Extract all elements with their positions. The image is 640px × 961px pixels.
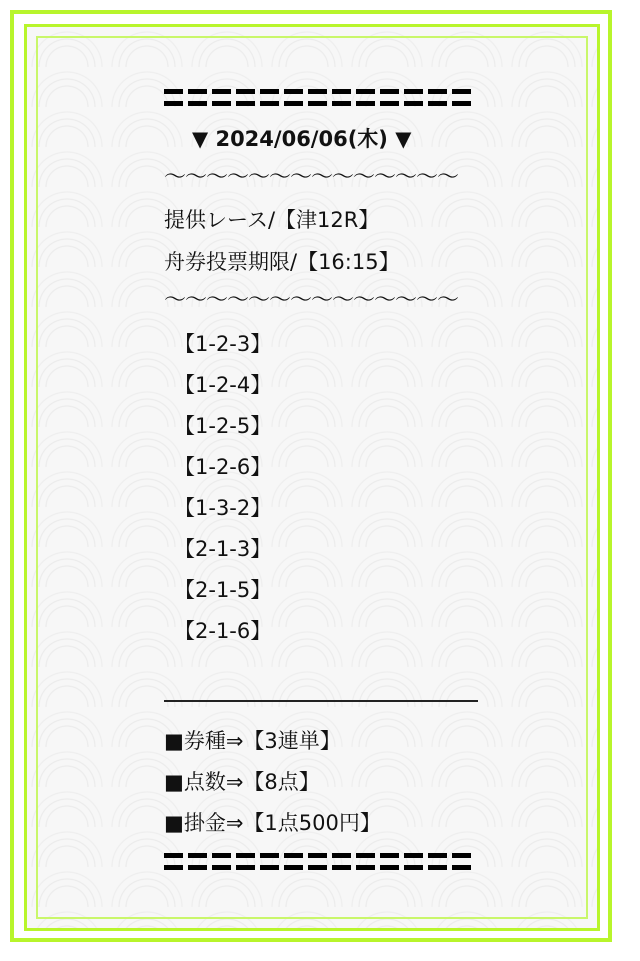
pick-item: 【1-2-6】 [174, 455, 272, 479]
wave-separator-1: 〜〜〜〜〜〜〜〜〜〜〜〜〜〜 [164, 165, 459, 190]
pick-item: 【1-2-4】 [174, 373, 272, 397]
pick-item: 【2-1-3】 [174, 537, 272, 561]
pick-item: 【1-2-5】 [174, 414, 272, 438]
wave-separator-2: 〜〜〜〜〜〜〜〜〜〜〜〜〜〜 [164, 288, 459, 313]
pick-item: 【1-2-3】 [174, 332, 272, 356]
ticket-type: ■券種⇒【3連単】 [164, 729, 341, 753]
horizontal-rule [164, 700, 478, 702]
pick-item: 【1-3-2】 [174, 496, 272, 520]
pick-item: 【2-1-6】 [174, 619, 272, 643]
vote-deadline: 舟券投票期限/【16:15】 [164, 250, 400, 274]
pick-item: 【2-1-5】 [174, 578, 272, 602]
race-info: 提供レース/【津12R】 [164, 208, 380, 232]
point-count: ■点数⇒【8点】 [164, 770, 320, 794]
double-line-separator-bottom [164, 852, 476, 872]
stake-amount: ■掛金⇒【1点500円】 [164, 811, 381, 835]
double-line-separator-top [164, 88, 476, 108]
header-date: ▼ 2024/06/06(木) ▼ [192, 127, 412, 151]
